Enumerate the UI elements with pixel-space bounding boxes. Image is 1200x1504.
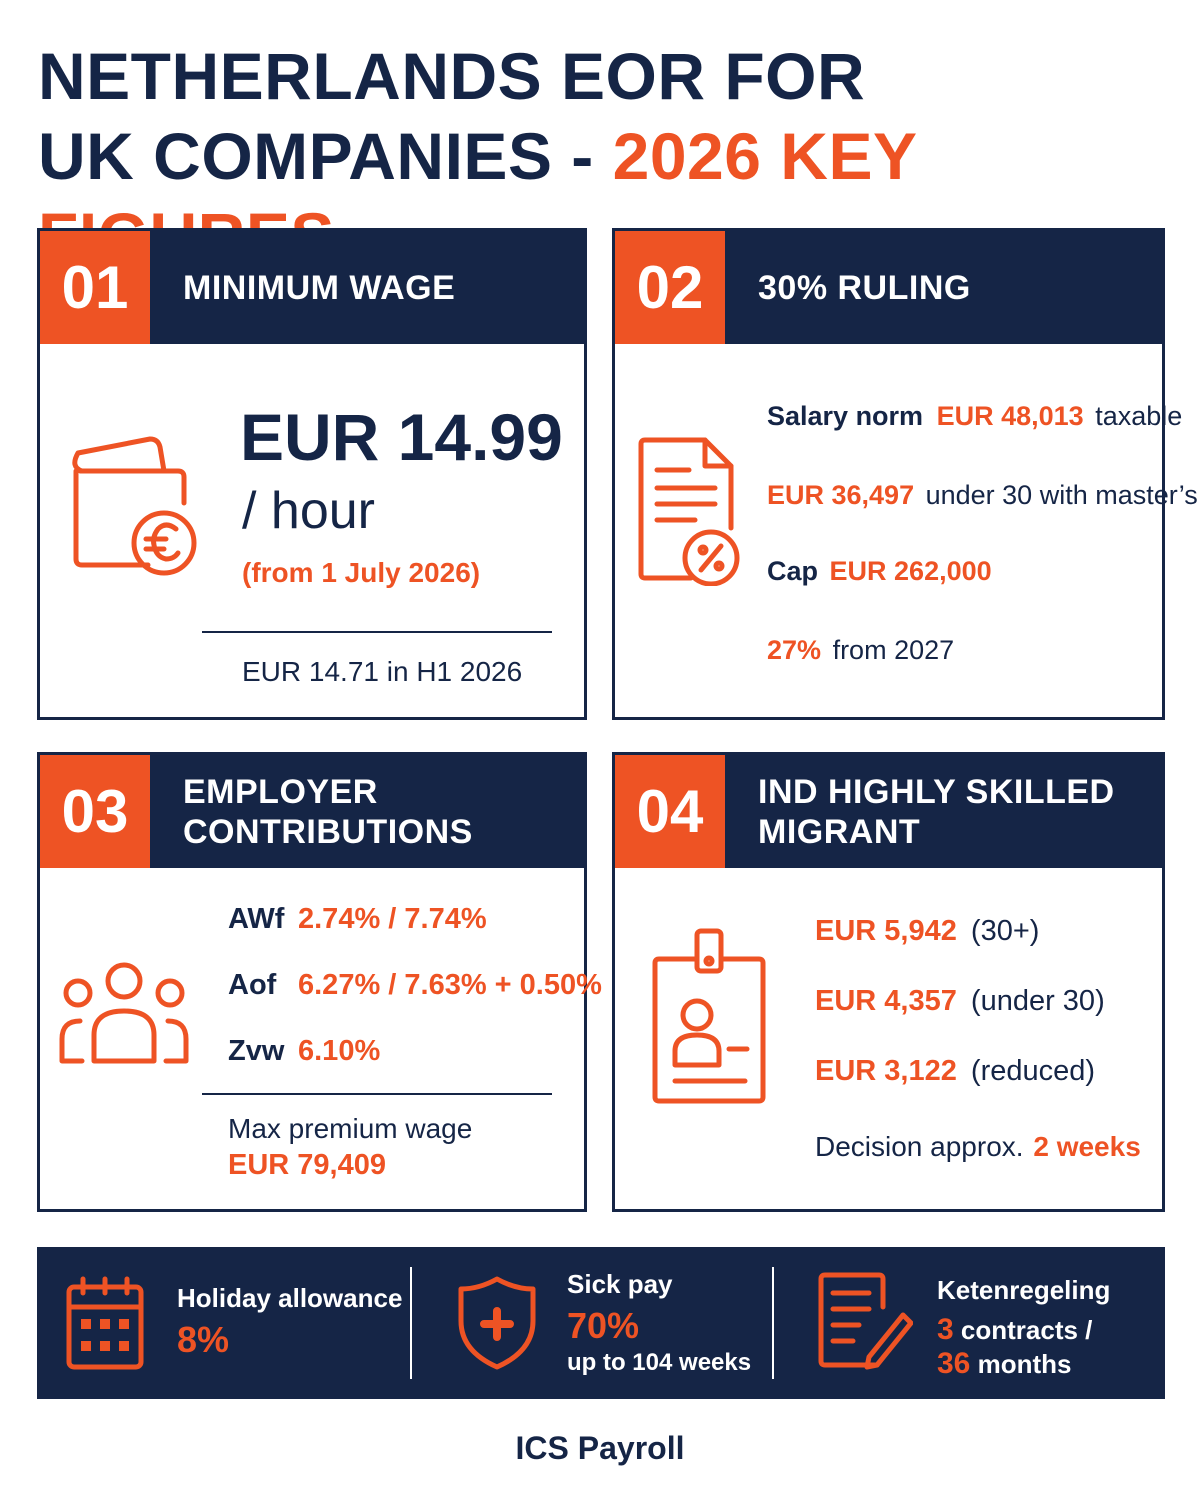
chain-label: Ketenregeling [937,1275,1111,1305]
card-heading: MINIMUM WAGE [183,268,456,307]
divider [202,1093,552,1095]
card-header [615,755,1162,868]
migrant-row-under-30 [815,985,1105,1018]
document-percent-icon [635,436,745,586]
contribution-label: AWf [228,903,285,935]
ruling-future [767,635,954,666]
migrant-note: (reduced) [970,1055,1096,1087]
sick-sub: up to 104 weeks [567,1349,752,1376]
under30-value: EUR 36,497 [767,480,915,510]
salary-norm-label: Salary norm [767,401,924,431]
migrant-note: (under 30) [970,985,1105,1017]
title-line-1: NETHERLANDS EOR FOR [38,39,866,113]
chain-months-value: 36 [937,1347,971,1380]
calendar-icon [65,1275,145,1371]
chain-months [937,1347,1072,1381]
contribution-label: Zvw [228,1035,285,1067]
wage-amount: EUR 14.99 [240,400,563,474]
ruling-under-30 [767,480,1198,511]
heading-line-1: EMPLOYER [183,772,378,811]
migrant-note: (30+) [970,915,1040,947]
wage-note: (from 1 July 2026) [242,557,481,588]
card-number: 04 [615,755,725,868]
contract-pen-icon [817,1271,913,1371]
heading-line-1: IND HIGHLY SKILLED [758,772,1115,811]
contribution-row-aof [228,969,602,1002]
heading-line-2: MIGRANT [758,812,921,851]
migrant-row-reduced [815,1055,1095,1088]
contribution-value: 6.27% / 7.63% + 0.50% [298,969,602,1001]
card-employer-contributions [37,752,602,1212]
contribution-row-zvw [228,1035,380,1068]
cap-value: EUR 262,000 [829,556,992,586]
card-30-percent-ruling [612,228,1198,720]
contribution-label: Aof [228,969,277,1001]
chain-contracts-value: 3 [937,1313,954,1346]
contribution-row-awf [228,903,487,936]
future-suffix: from 2027 [832,635,955,665]
divider [772,1267,774,1379]
migrant-row-30-plus [815,915,1039,948]
footer-brand: ICS Payroll [515,1430,685,1466]
max-premium-label: Max premium wage [228,1113,473,1144]
title-accent: 2026 KEY [612,119,917,193]
card-minimum-wage [37,228,587,720]
sick-value: 70% [567,1305,640,1346]
cap-label: Cap [767,556,819,586]
chain-contracts-text: contracts / [960,1315,1093,1345]
max-premium-value: EUR 79,409 [228,1149,386,1181]
card-heading [183,755,473,868]
card-header [615,231,1162,344]
holiday-value: 8% [177,1319,230,1360]
shield-plus-icon [457,1275,537,1371]
divider [410,1267,412,1379]
wage-unit: / hour [242,482,375,540]
under30-suffix: under 30 with master’s [925,480,1198,510]
title-line-2-prefix: UK COMPANIES - [38,119,613,193]
sick-label: Sick pay [567,1269,673,1299]
contribution-value: 6.10% [298,1035,381,1067]
card-heading [758,755,1115,868]
migrant-value: EUR 4,357 [815,985,957,1017]
salary-norm-value: EUR 48,013 [936,401,1084,431]
holiday-label: Holiday allowance [177,1283,403,1313]
card-header [40,231,584,344]
decision-prefix: Decision approx. [815,1131,1024,1162]
salary-norm-suffix: taxable [1095,401,1183,431]
future-value: 27% [767,635,822,665]
contribution-value: 2.74% / 7.74% [298,903,487,935]
card-header [40,755,584,868]
ruling-salary-norm [767,401,1182,432]
heading-line-2: CONTRIBUTIONS [183,812,473,851]
ruling-cap [767,556,992,587]
chain-months-text: months [977,1349,1072,1379]
card-number: 03 [40,755,150,868]
divider [202,631,552,633]
card-number: 02 [615,231,725,344]
card-highly-skilled-migrant [612,752,1165,1212]
wallet-euro-icon [66,431,206,591]
decision-value: 2 weeks [1033,1131,1141,1162]
summary-bar [37,1247,1165,1399]
migrant-decision [815,1131,1141,1163]
card-heading: 30% RULING [758,268,971,307]
id-badge-icon [649,927,769,1107]
migrant-value: EUR 5,942 [815,915,957,947]
people-group-icon [54,955,194,1075]
chain-contracts [937,1313,1092,1347]
wage-previous: EUR 14.71 in H1 2026 [242,656,523,687]
migrant-value: EUR 3,122 [815,1055,957,1087]
card-number: 01 [40,231,150,344]
